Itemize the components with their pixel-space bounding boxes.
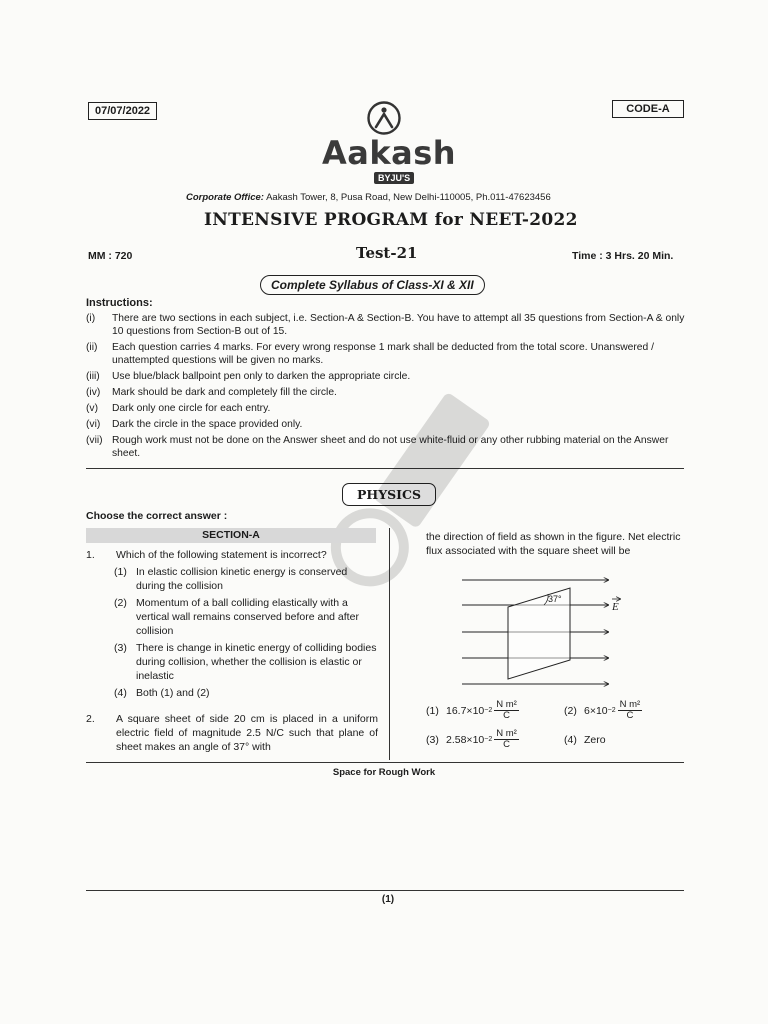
aakash-logo-icon xyxy=(366,100,402,136)
instruction-item: (vi) Dark the circle in the space provided only. xyxy=(86,419,303,430)
answer-option-3[interactable]: (3) 2.58×10 −2 $\frac{\text{N m²}}{C}$ xyxy=(426,728,517,750)
electric-field-figure xyxy=(462,572,632,692)
column-divider xyxy=(389,528,390,760)
answer-option-4[interactable]: (4) Zero xyxy=(564,733,606,746)
option-1[interactable]: (1) In elastic collision kinetic energy is conserved during the collision xyxy=(114,566,348,592)
code-box: CODE-A xyxy=(612,100,684,118)
subject-heading: PHYSICS xyxy=(342,483,436,506)
question-2-continued: the direction of field as shown in the figure. Net electric flux associated with the square sheet will be xyxy=(426,531,681,557)
question-number: 1. xyxy=(86,549,95,561)
divider xyxy=(86,762,684,763)
instruction-item: (iv) Mark should be dark and completely fill the circle. xyxy=(86,387,337,398)
instruction-item: (i) There are two sections in each subject, i.e. Section-A & Section-B. You have to attempt all 35 questions from Section-A & only 10 questions from Section-B out of 15. xyxy=(86,313,685,337)
byjus-badge: BYJU'S xyxy=(374,172,414,184)
page-number: (1) xyxy=(381,894,395,905)
angle-label: 37° xyxy=(548,594,562,604)
field-label: E xyxy=(612,601,619,613)
question-1 xyxy=(86,548,378,700)
instructions-list xyxy=(86,312,688,460)
corporate-office xyxy=(186,192,551,203)
logo-wordmark: Aakash xyxy=(322,134,457,172)
question-number: 2. xyxy=(86,713,95,725)
instruction-item: (v) Dark only one circle for each entry. xyxy=(86,403,271,414)
instruction-item: (iii) Use blue/black ballpoint pen only to darken the appropriate circle. xyxy=(86,371,411,382)
rough-work-label: Space for Rough Work xyxy=(332,767,436,778)
question-text: Which of the following statement is incorrect? xyxy=(116,549,327,561)
max-marks: MM : 720 xyxy=(88,250,133,262)
syllabus-badge: Complete Syllabus of Class-XI & XII xyxy=(260,275,485,295)
divider xyxy=(86,890,684,891)
test-name: Test-21 xyxy=(356,244,418,262)
section-a-heading: SECTION-A xyxy=(86,528,376,543)
option-2[interactable]: (2) Momentum of a ball colliding elastically with a vertical wall remains conserved before and after collision xyxy=(114,597,359,637)
option-4[interactable]: (4) Both (1) and (2) xyxy=(114,687,210,699)
answer-option-2[interactable]: (2) 6×10 −2 $\frac{\text{N m²}}{C}$ xyxy=(564,699,641,721)
divider xyxy=(86,468,684,469)
option-3[interactable]: (3) There is change in kinetic energy of colliding bodies during collision, whether the collision is elastic or inelastic xyxy=(114,642,377,682)
answer-option-1[interactable]: (1) 16.7×10 −2 $\frac{\text{N m²}}{C}$ xyxy=(426,699,517,721)
question-2 xyxy=(86,712,378,754)
instruction-item: (ii) Each question carries 4 marks. For every wrong response 1 mark shall be deducted from the total score. Unanswered / unattempted questions will be given no marks. xyxy=(86,342,654,366)
instruction-item: (vii) Rough work must not be done on the Answer sheet and do not use white-fluid or any other rubbing material on the Answer sheet. xyxy=(86,435,669,459)
answer-options xyxy=(426,700,688,750)
time-limit: Time : 3 Hrs. 20 Min. xyxy=(572,250,674,262)
choose-instruction: Choose the correct answer : xyxy=(86,510,228,522)
instructions-heading: Instructions: xyxy=(86,297,153,309)
program-title: INTENSIVE PROGRAM for NEET-2022 xyxy=(204,210,578,230)
corporate-label: Corporate Office: xyxy=(186,192,264,203)
corporate-address: Aakash Tower, 8, Pusa Road, New Delhi-110005, Ph.011-47623456 xyxy=(263,192,551,203)
date-box: 07/07/2022 xyxy=(88,102,157,120)
question-text: A square sheet of side 20 cm is placed in a uniform electric field of magnitude 2.5 N/C such that plane of sheet makes an angle of 37° with xyxy=(116,713,378,753)
